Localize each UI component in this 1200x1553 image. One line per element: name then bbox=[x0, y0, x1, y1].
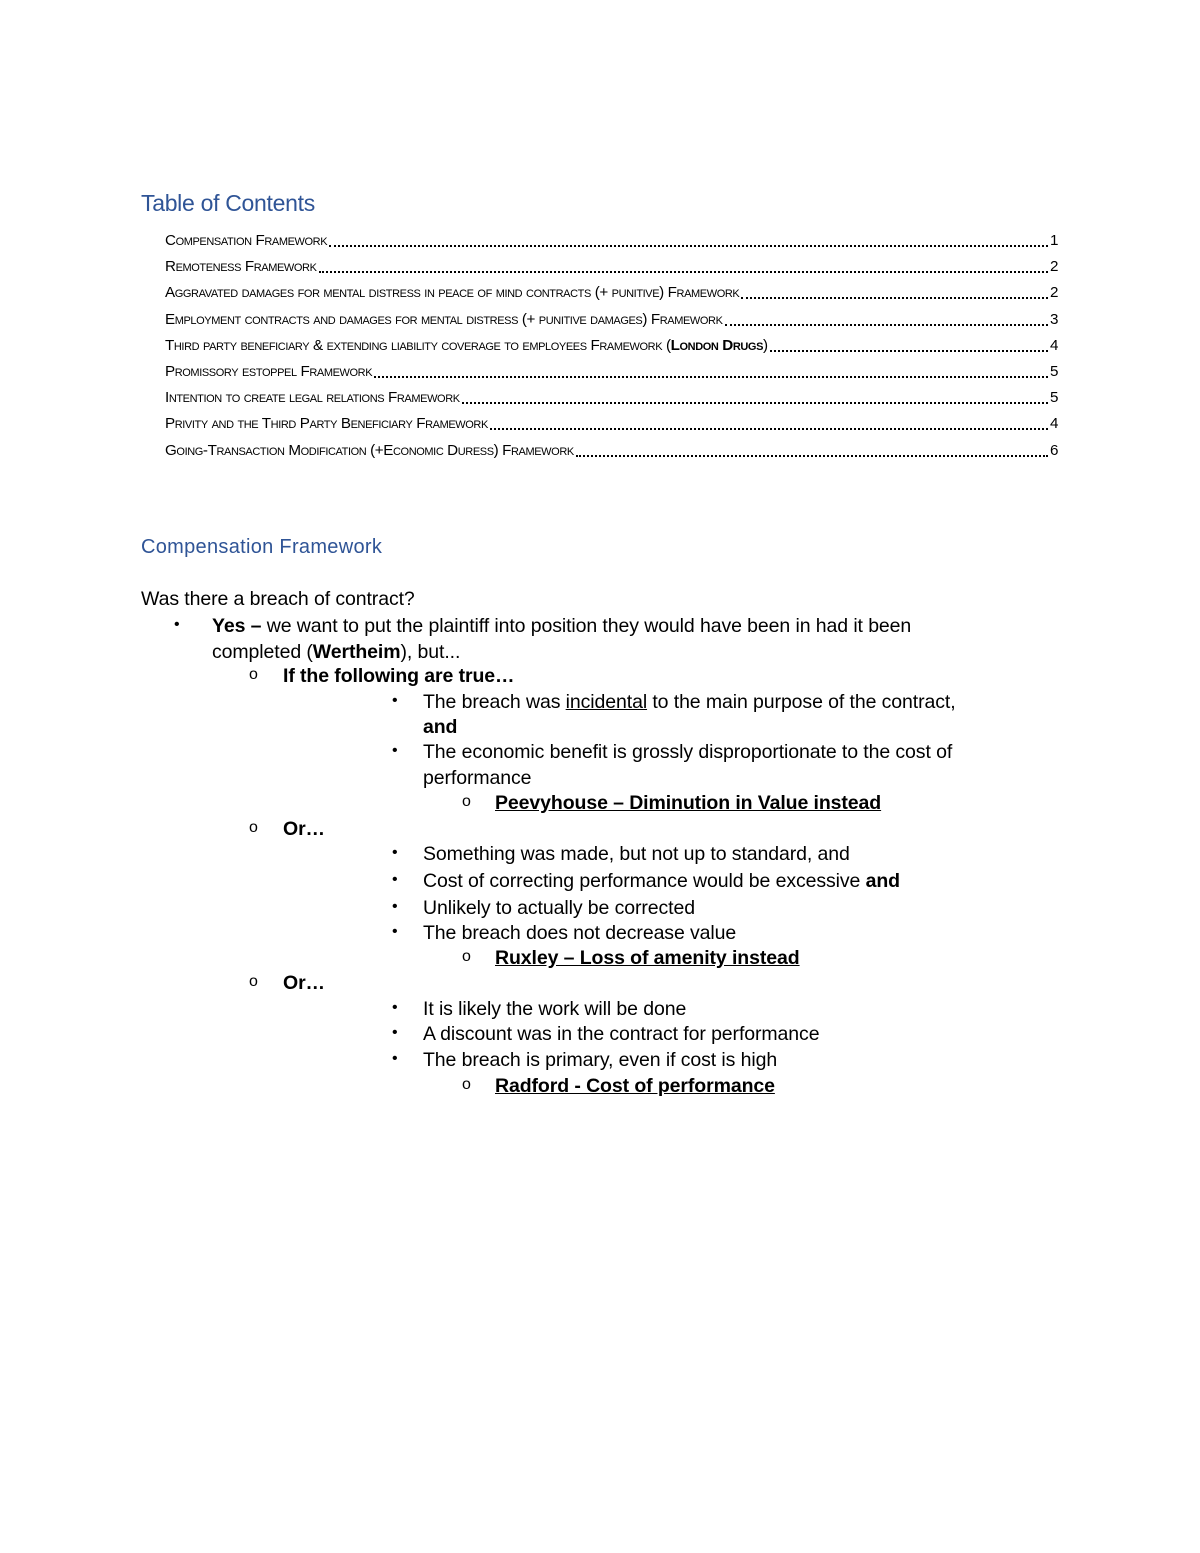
toc-entry-label: Aggravated damages for mental distress in peace of mind contracts (+ punitive) Framework bbox=[165, 284, 740, 302]
branch-1-item-1-line-2: and bbox=[423, 716, 458, 738]
toc-leader-dots bbox=[374, 376, 1048, 378]
branch-3-item-1: It is likely the work will be done bbox=[423, 998, 687, 1020]
toc-entry-page: 2 bbox=[1049, 258, 1058, 276]
toc-leader-dots bbox=[319, 271, 1048, 273]
toc-entry-page: 6 bbox=[1049, 441, 1058, 459]
yes-label: Yes – bbox=[212, 615, 262, 637]
toc-entry-label: Intention to create legal relations Framework bbox=[165, 389, 460, 407]
toc-leader-dots bbox=[770, 350, 1048, 352]
toc-entry[interactable] bbox=[165, 228, 1058, 254]
toc-entry-label: Promissory estoppel Framework bbox=[165, 362, 373, 380]
bullet-dot: • bbox=[392, 742, 398, 759]
toc-entry-page: 5 bbox=[1049, 389, 1058, 407]
bullet-dot: • bbox=[392, 999, 398, 1016]
toc-entry[interactable] bbox=[165, 385, 1058, 411]
case-peevyhouse: Peevyhouse – Diminution in Value instead bbox=[495, 792, 882, 814]
toc-entry[interactable] bbox=[165, 359, 1058, 385]
branch-2-item-4: The breach does not decrease value bbox=[423, 922, 737, 944]
toc-entry-bold: London Drugs bbox=[670, 336, 764, 354]
bullet-circle: o bbox=[249, 666, 258, 683]
toc-entry-page: 2 bbox=[1049, 284, 1058, 302]
branch-1-item-2-line-1: The economic benefit is grossly disproportionate to the cost of bbox=[423, 741, 953, 763]
toc-leader-dots bbox=[725, 324, 1048, 326]
toc-entry-label: Remoteness Framework bbox=[165, 258, 317, 276]
branch-2-item-1: Something was made, but not up to standard, and bbox=[423, 843, 850, 865]
toc-title: Table of Contents bbox=[141, 190, 315, 216]
yes-line-1: Yes – we want to put the plaintiff into position they would have been in had it been bbox=[212, 615, 912, 637]
toc-leader-dots bbox=[329, 245, 1048, 247]
case-wertheim: Wertheim bbox=[312, 641, 401, 663]
case-radford: Radford - Cost of performance bbox=[495, 1075, 775, 1097]
toc-entry-label: Employment contracts and damages for mental distress (+ punitive damages) Framework bbox=[165, 310, 723, 328]
toc-entry-label: Privity and the Third Party Beneficiary Framework bbox=[165, 415, 488, 433]
toc-entry-label: Going-Transaction Modification (+Economic Duress) Framework bbox=[165, 441, 574, 459]
toc-entry[interactable] bbox=[165, 333, 1058, 359]
toc-entry-label: Third party beneficiary & extending liability coverage to employees Framework (London Drugs) bbox=[165, 336, 768, 354]
toc-entry[interactable] bbox=[165, 254, 1058, 280]
toc-leader-dots bbox=[576, 455, 1048, 457]
toc-entry-page: 4 bbox=[1049, 336, 1058, 354]
bullet-dot: • bbox=[392, 923, 398, 940]
branch-1-item-2-line-2: performance bbox=[423, 767, 532, 789]
branch-2-label: Or… bbox=[283, 818, 325, 840]
branch-3-item-2: A discount was in the contract for performance bbox=[423, 1023, 820, 1045]
bullet-dot: • bbox=[392, 692, 398, 709]
bullet-circle: o bbox=[249, 819, 258, 836]
toc-entry-page: 5 bbox=[1049, 362, 1058, 380]
bullet-dot: • bbox=[392, 898, 398, 915]
toc-leader-dots bbox=[462, 402, 1048, 404]
bullet-dot: • bbox=[174, 616, 180, 633]
bullet-circle: o bbox=[462, 948, 471, 965]
branch-1-label: If the following are true… bbox=[283, 665, 515, 687]
toc-entry-label: Compensation Framework bbox=[165, 232, 328, 249]
bullet-circle: o bbox=[462, 793, 471, 810]
branch-1-item-1-line-1: The breach was incidental to the main purpose of the contract, bbox=[423, 691, 956, 713]
toc-leader-dots bbox=[741, 297, 1048, 299]
case-ruxley: Ruxley – Loss of amenity instead bbox=[495, 947, 800, 969]
question-text: Was there a breach of contract? bbox=[141, 588, 415, 610]
bullet-dot: • bbox=[392, 844, 398, 861]
bullet-circle: o bbox=[249, 973, 258, 990]
toc-entry[interactable] bbox=[165, 307, 1058, 333]
toc-entry-page: 3 bbox=[1049, 310, 1058, 328]
toc-leader-dots bbox=[490, 428, 1048, 430]
bullet-dot: • bbox=[392, 1024, 398, 1041]
bullet-dot: • bbox=[392, 1050, 398, 1067]
section-heading: Compensation Framework bbox=[141, 536, 383, 558]
toc-entry[interactable] bbox=[165, 280, 1058, 306]
table-of-contents bbox=[165, 228, 1058, 464]
toc-entry[interactable] bbox=[165, 411, 1058, 437]
bullet-dot: • bbox=[392, 871, 398, 888]
bullet-circle: o bbox=[462, 1076, 471, 1093]
toc-entry[interactable] bbox=[165, 438, 1058, 464]
yes-line-2: completed (Wertheim), but... bbox=[212, 641, 461, 663]
branch-3-item-3: The breach is primary, even if cost is high bbox=[423, 1049, 778, 1071]
branch-2-item-2: Cost of correcting performance would be excessive and bbox=[423, 870, 900, 892]
toc-entry-page: 1 bbox=[1049, 232, 1058, 249]
toc-entry-page: 4 bbox=[1049, 415, 1058, 433]
branch-3-label: Or… bbox=[283, 972, 325, 994]
branch-2-item-3: Unlikely to actually be corrected bbox=[423, 897, 695, 919]
